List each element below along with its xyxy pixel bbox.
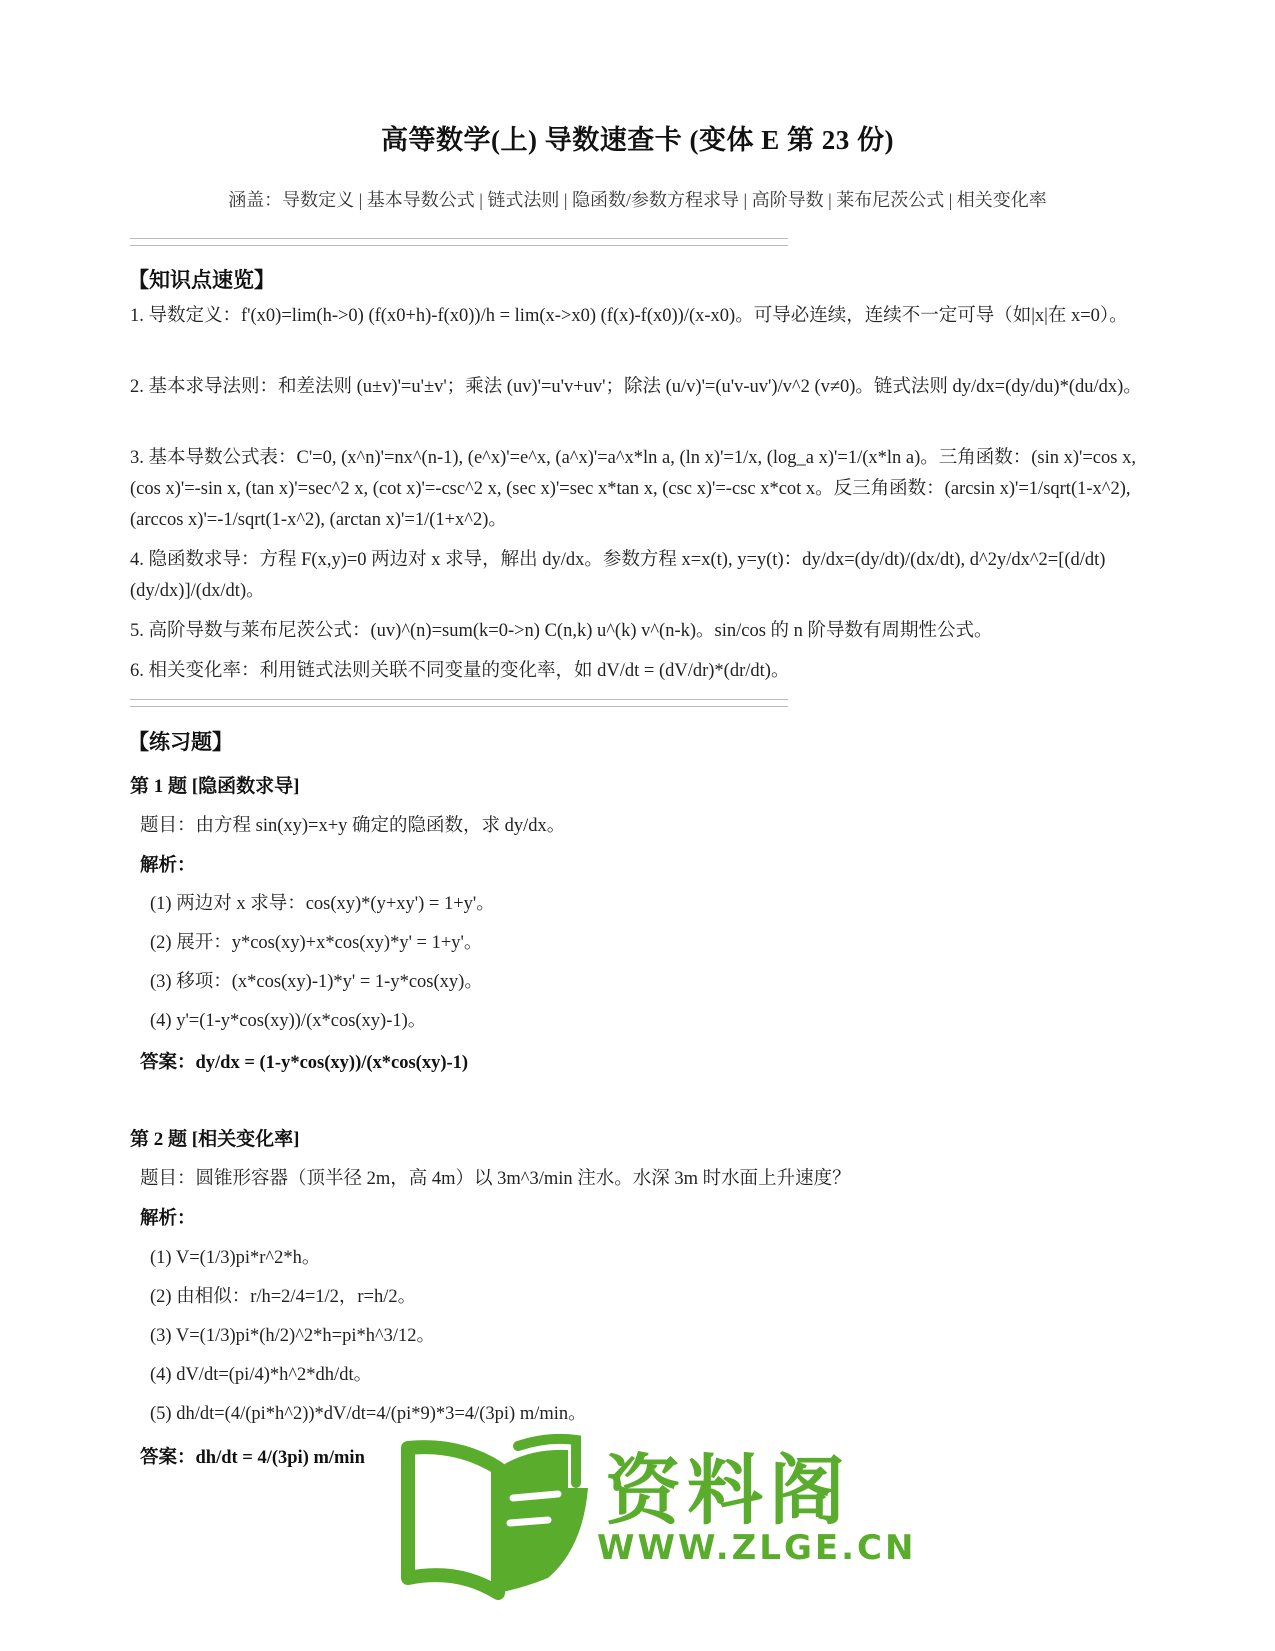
knowledge-item: 5. 高阶导数与莱布尼茨公式：(uv)^(n)=sum(k=0->n) C(n,k) u^(k) v^(n-k)。sin/cos 的 n 阶导数有周期性公式。 <box>130 621 993 641</box>
solution-step: (4) dV/dt=(pi/4)*h^2*dh/dt。 <box>150 1365 373 1385</box>
knowledge-item: 4. 隐函数求导：方程 F(x,y)=0 两边对 x 求导，解出 dy/dx。参数方程 x=x(t), y=y(t)：dy/dx=(dy/dt)/(dx/dt), d^2y/dx^2=[(d/dt)(dy/dx)]/(dx/dt)。 <box>130 550 1106 601</box>
solution-step: (4) y'=(1-y*cos(xy))/(x*cos(xy)-1)。 <box>150 1011 427 1031</box>
document-title: 高等数学(上) 导数速查卡 (变体 E 第 23 份) <box>381 125 894 155</box>
solution-label: 解析： <box>140 1209 196 1229</box>
answer: 答案：dy/dx = (1-y*cos(xy))/(x*cos(xy)-1) <box>140 1053 469 1073</box>
solution-step: (3) 移项：(x*cos(xy)-1)*y' = 1-y*cos(xy)。 <box>150 972 483 992</box>
solution-step: (1) 两边对 x 求导：cos(xy)*(y+xy') = 1+y'。 <box>150 894 495 914</box>
question-text: 题目：由方程 sin(xy)=x+y 确定的隐函数，求 dy/dx。 <box>140 816 566 836</box>
question-text: 题目：圆锥形容器（顶半径 2m，高 4m）以 3m^3/min 注水。水深 3m 时水面上升速度？ <box>140 1169 851 1189</box>
answer: 答案：dh/dt = 4/(3pi) m/min <box>140 1448 365 1468</box>
question-heading: 第 1 题 [隐函数求导] <box>130 776 300 797</box>
solution-step: (1) V=(1/3)pi*r^2*h。 <box>150 1248 321 1268</box>
practice-heading: 【练习题】 <box>128 730 233 754</box>
knowledge-heading: 【知识点速览】 <box>128 268 275 292</box>
divider <box>130 238 788 246</box>
solution-label: 解析： <box>140 856 196 876</box>
watermark-url: WWW.ZLGE.CN <box>597 1528 917 1568</box>
divider <box>130 699 788 707</box>
document-subtitle: 涵盖：导数定义 | 基本导数公式 | 链式法则 | 隐函数/参数方程求导 | 高阶导数 | 莱布尼茨公式 | 相关变化率 <box>228 190 1047 210</box>
watermark-name: 资料阁 <box>605 1446 851 1535</box>
solution-step: (2) 展开：y*cos(xy)+x*cos(xy)*y' = 1+y'。 <box>150 933 483 953</box>
question-heading: 第 2 题 [相关变化率] <box>130 1129 300 1150</box>
knowledge-item: 1. 导数定义：f'(x0)=lim(h->0) (f(x0+h)-f(x0))/h = lim(x->x0) (f(x)-f(x0))/(x-x0)。可导必连续，连续不一定可导（如|x|在 x=0）。 <box>130 306 1128 326</box>
solution-step: (3) V=(1/3)pi*(h/2)^2*h=pi*h^3/12。 <box>150 1326 436 1346</box>
solution-step: (5) dh/dt=(4/(pi*h^2))*dV/dt=4/(pi*9)*3=4/(3pi) m/min。 <box>150 1404 587 1424</box>
knowledge-item: 2. 基本求导法则：和差法则 (u±v)'=u'±v'；乘法 (uv)'=u'v+uv'；除法 (u/v)'=(u'v-uv')/v^2 (v≠0)。链式法则 dy/dx=(dy/du)*(du/dx)。 <box>130 377 1142 397</box>
knowledge-item: 3. 基本导数公式表：C'=0, (x^n)'=nx^(n-1), (e^x)'=e^x, (a^x)'=a^x*ln a, (ln x)'=1/x, (log_a x)'=1/(x*ln a)。三角函数：(sin x)'=cos x, (cos x)'=-sin x, (tan x)'=sec^2 x, (cot x)'=-csc^2 x, (sec x)'=sec x*tan x, (csc x)'=-csc x*cot x。反三角函数：(arcsin x)'=1/sqrt(1-x^2), (arccos x)'=-1/sqrt(1-x^2), (arctan x)'=1/(1+x^2)。 <box>130 448 1136 530</box>
solution-step: (2) 由相似：r/h=2/4=1/2，r=h/2。 <box>150 1287 417 1307</box>
knowledge-item: 6. 相关变化率：利用链式法则关联不同变量的变化率，如 dV/dt = (dV/dr)*(dr/dt)。 <box>130 661 790 681</box>
book-logo-icon <box>398 1428 598 1608</box>
